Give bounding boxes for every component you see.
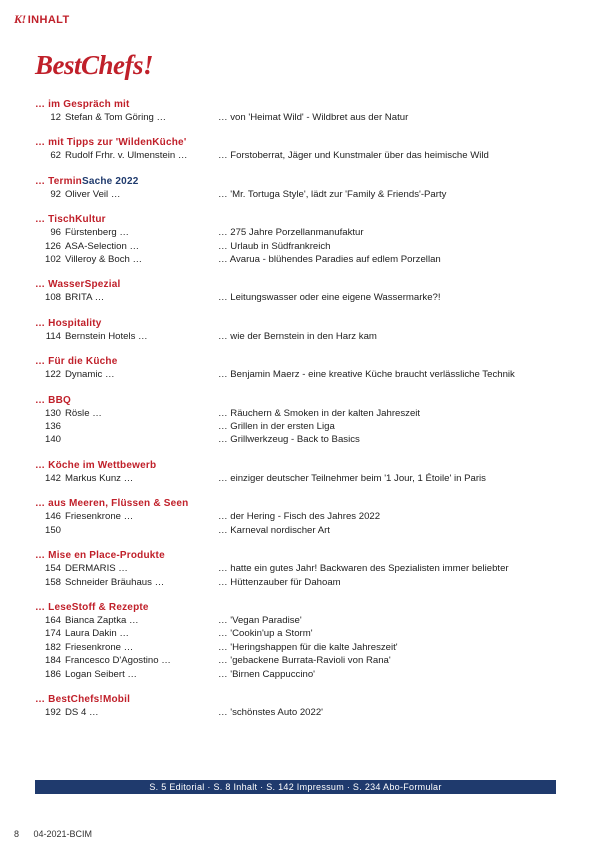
brand-title: BestChefs! <box>35 50 154 80</box>
toc-entry-name <box>65 420 218 433</box>
toc-entry-desc: … Urlaub in Südfrankreich <box>218 240 331 252</box>
toc-entry[interactable] <box>35 510 575 523</box>
toc-entry-name: Fürstenberg … <box>65 227 129 239</box>
toc-entry-page: 142 <box>44 472 61 484</box>
toc-entry-desc: … Hüttenzauber für Dahoam <box>218 576 341 588</box>
toc-entry-page: 184 <box>44 655 61 667</box>
toc-section-title: … BBQ <box>35 394 71 406</box>
toc-section-title: … WasserSpezial <box>35 279 121 291</box>
toc-entry[interactable] <box>35 576 575 589</box>
toc-entry-name: Dynamic … <box>65 369 115 381</box>
toc-section <box>35 355 575 381</box>
page-header <box>14 12 70 27</box>
toc-section <box>35 693 575 719</box>
toc-entry[interactable] <box>35 330 575 343</box>
toc-section-title: … Für die Küche <box>35 356 118 368</box>
toc-entry[interactable] <box>35 433 575 446</box>
table-of-contents <box>35 98 575 731</box>
toc-entry-name: Markus Kunz … <box>65 472 134 484</box>
toc-entry-desc: … 'Cookin'up a Storm' <box>218 628 313 640</box>
toc-entry[interactable] <box>35 226 575 239</box>
toc-entry[interactable] <box>35 253 575 266</box>
toc-entry[interactable] <box>35 668 575 681</box>
toc-entry-desc: … 'schönstes Auto 2022' <box>218 706 323 718</box>
issue-code: 04-2021-BCIM <box>33 829 93 839</box>
toc-section <box>35 317 575 343</box>
toc-entry-name: Bianca Zaptka … <box>65 614 139 626</box>
toc-entry-desc: … 'Birnen Cappuccino' <box>218 668 315 680</box>
toc-section <box>35 394 575 447</box>
footer-bar: S. 5 Editorial · S. 8 Inhalt · S. 142 Impressum · S. 234 Abo-Formular <box>35 780 556 794</box>
toc-entry-desc: … Grillen in der ersten Liga <box>218 421 335 433</box>
toc-entry-page: 102 <box>44 254 61 266</box>
toc-section-title: … Hospitality <box>35 317 102 329</box>
toc-entry-page: 62 <box>50 150 61 162</box>
toc-section-title: … Mise en Place-Produkte <box>35 550 165 562</box>
toc-entry[interactable] <box>35 291 575 304</box>
toc-entry[interactable] <box>35 706 575 719</box>
toc-entry-desc: … Karneval nordischer Art <box>218 524 330 536</box>
toc-entry-desc: … 'gebackene Burrata-Ravioli von Rana' <box>218 655 391 667</box>
toc-entry-desc: … Leitungswasser oder eine eigene Wassermarke?! <box>218 292 441 304</box>
toc-section <box>35 175 575 201</box>
toc-entry-page: 158 <box>44 576 61 588</box>
toc-entry-desc: … Grillwerkzeug - Back to Basics <box>218 434 360 446</box>
section-label: INHALT <box>27 13 70 26</box>
toc-entry-name: Stefan & Tom Göring … <box>65 112 167 123</box>
toc-entry-name: DS 4 … <box>65 706 99 718</box>
toc-entry-desc: … 275 Jahre Porzellanmanufaktur <box>218 227 364 239</box>
toc-section-title: … BestChefs!Mobil <box>35 693 131 705</box>
toc-entry-name: Villeroy & Boch … <box>65 254 143 266</box>
toc-entry-page: 136 <box>44 421 61 433</box>
toc-entry-page: 164 <box>44 614 61 626</box>
toc-entry[interactable] <box>35 524 575 537</box>
toc-entry-desc: … Forstoberrat, Jäger und Kunstmaler über das heimische Wild <box>218 150 489 162</box>
toc-entry[interactable] <box>35 614 575 627</box>
toc-entry-name: Schneider Bräuhaus … <box>65 576 165 588</box>
toc-entry-desc: … der Hering - Fisch des Jahres 2022 <box>218 511 381 523</box>
toc-entry-page: 154 <box>44 563 61 575</box>
toc-section-title: … im Gespräch mit <box>35 99 130 110</box>
toc-entry-name: ASA-Selection … <box>65 240 140 252</box>
toc-section-title: … Köche im Wettbewerb <box>35 459 157 471</box>
toc-entry-page: 140 <box>44 434 61 446</box>
toc-entry-page: 150 <box>44 524 61 536</box>
toc-entry[interactable] <box>35 562 575 575</box>
toc-section-title: … TischKultur <box>35 214 106 226</box>
toc-entry-desc: … Benjamin Maerz - eine kreative Küche braucht verlässliche Technik <box>218 369 515 381</box>
toc-section-title: … mit Tipps zur 'WildenKüche' <box>35 137 187 149</box>
toc-entry-desc: … wie der Bernstein in den Harz kam <box>218 330 377 342</box>
toc-entry-page: 182 <box>44 641 61 653</box>
toc-entry-page: 96 <box>50 227 61 239</box>
toc-entry[interactable] <box>35 472 575 485</box>
toc-entry-name: Friesenkrone … <box>65 641 134 653</box>
toc-entry[interactable] <box>35 368 575 381</box>
toc-entry-name: Bernstein Hotels … <box>65 330 148 342</box>
toc-entry-page: 146 <box>44 511 61 523</box>
toc-entry-desc: … von 'Heimat Wild' - Wildbret aus der Natur <box>218 112 409 123</box>
toc-entry-name: Rudolf Frhr. v. Ulmenstein … <box>65 150 188 162</box>
toc-entry-name: Francesco D'Agostino … <box>65 655 171 667</box>
toc-entry-desc: … 'Mr. Tortuga Style', lädt zur 'Family & Friends'-Party <box>218 188 447 200</box>
toc-section <box>35 601 575 681</box>
toc-entry[interactable] <box>35 627 575 640</box>
toc-entry-desc: … hatte ein gutes Jahr! Backwaren des Spezialisten immer beliebter <box>218 563 509 575</box>
toc-section <box>35 136 575 162</box>
toc-entry-desc: … einziger deutscher Teilnehmer beim '1 Jour, 1 Étoile' in Paris <box>218 472 486 484</box>
toc-section <box>35 98 575 124</box>
toc-section-title: … aus Meeren, Flüssen & Seen <box>35 498 189 510</box>
toc-entry[interactable] <box>35 149 575 162</box>
toc-entry-name: Friesenkrone … <box>65 511 134 523</box>
toc-entry-page: 192 <box>44 706 61 718</box>
toc-section-title: … LeseStoff & Rezepte <box>35 601 149 613</box>
toc-entry-page: 130 <box>44 407 61 419</box>
toc-entry-name: Laura Dakin … <box>65 628 129 640</box>
toc-section-title: … TerminSache 2022 <box>35 175 139 187</box>
toc-entry-desc: … Avarua - blühendes Paradies auf edlem Porzellan <box>218 254 441 266</box>
toc-entry-page: 114 <box>45 330 61 342</box>
toc-entry-name: BRITA … <box>65 292 105 304</box>
toc-entry-desc: … 'Heringshappen für die kalte Jahreszeit' <box>218 641 398 653</box>
toc-entry[interactable] <box>35 111 575 124</box>
toc-entry-name: Oliver Veil … <box>65 188 121 200</box>
toc-entry-page: 92 <box>50 188 61 200</box>
toc-entry-page: 122 <box>44 369 61 381</box>
toc-entry[interactable] <box>35 188 575 201</box>
toc-entry[interactable] <box>35 407 575 420</box>
toc-section <box>35 278 575 304</box>
toc-section <box>35 497 575 537</box>
toc-entry-page: 108 <box>44 292 61 304</box>
toc-entry-page: 12 <box>50 112 61 123</box>
toc-entry-page: 186 <box>44 668 61 680</box>
toc-entry-page: 126 <box>44 240 61 252</box>
toc-entry[interactable] <box>35 641 575 654</box>
toc-entry-desc: … 'Vegan Paradise' <box>218 614 302 626</box>
toc-entry[interactable] <box>35 240 575 253</box>
toc-entry-desc: … Räuchern & Smoken in der kalten Jahreszeit <box>218 407 421 419</box>
toc-entry[interactable] <box>35 420 575 433</box>
page-folio <box>14 829 92 839</box>
page-number: 8 <box>14 829 20 839</box>
toc-entry-name <box>65 433 218 446</box>
magazine-logo: K! <box>14 12 26 26</box>
toc-entry-name <box>65 524 218 537</box>
toc-section <box>35 549 575 589</box>
toc-entry-page: 174 <box>44 628 61 640</box>
toc-entry-name: Logan Seibert … <box>65 668 137 680</box>
toc-entry-name: Rösle … <box>65 407 102 419</box>
toc-entry[interactable] <box>35 654 575 667</box>
toc-section <box>35 459 575 485</box>
toc-section <box>35 213 575 266</box>
toc-entry-name: DERMARIS … <box>65 563 128 575</box>
